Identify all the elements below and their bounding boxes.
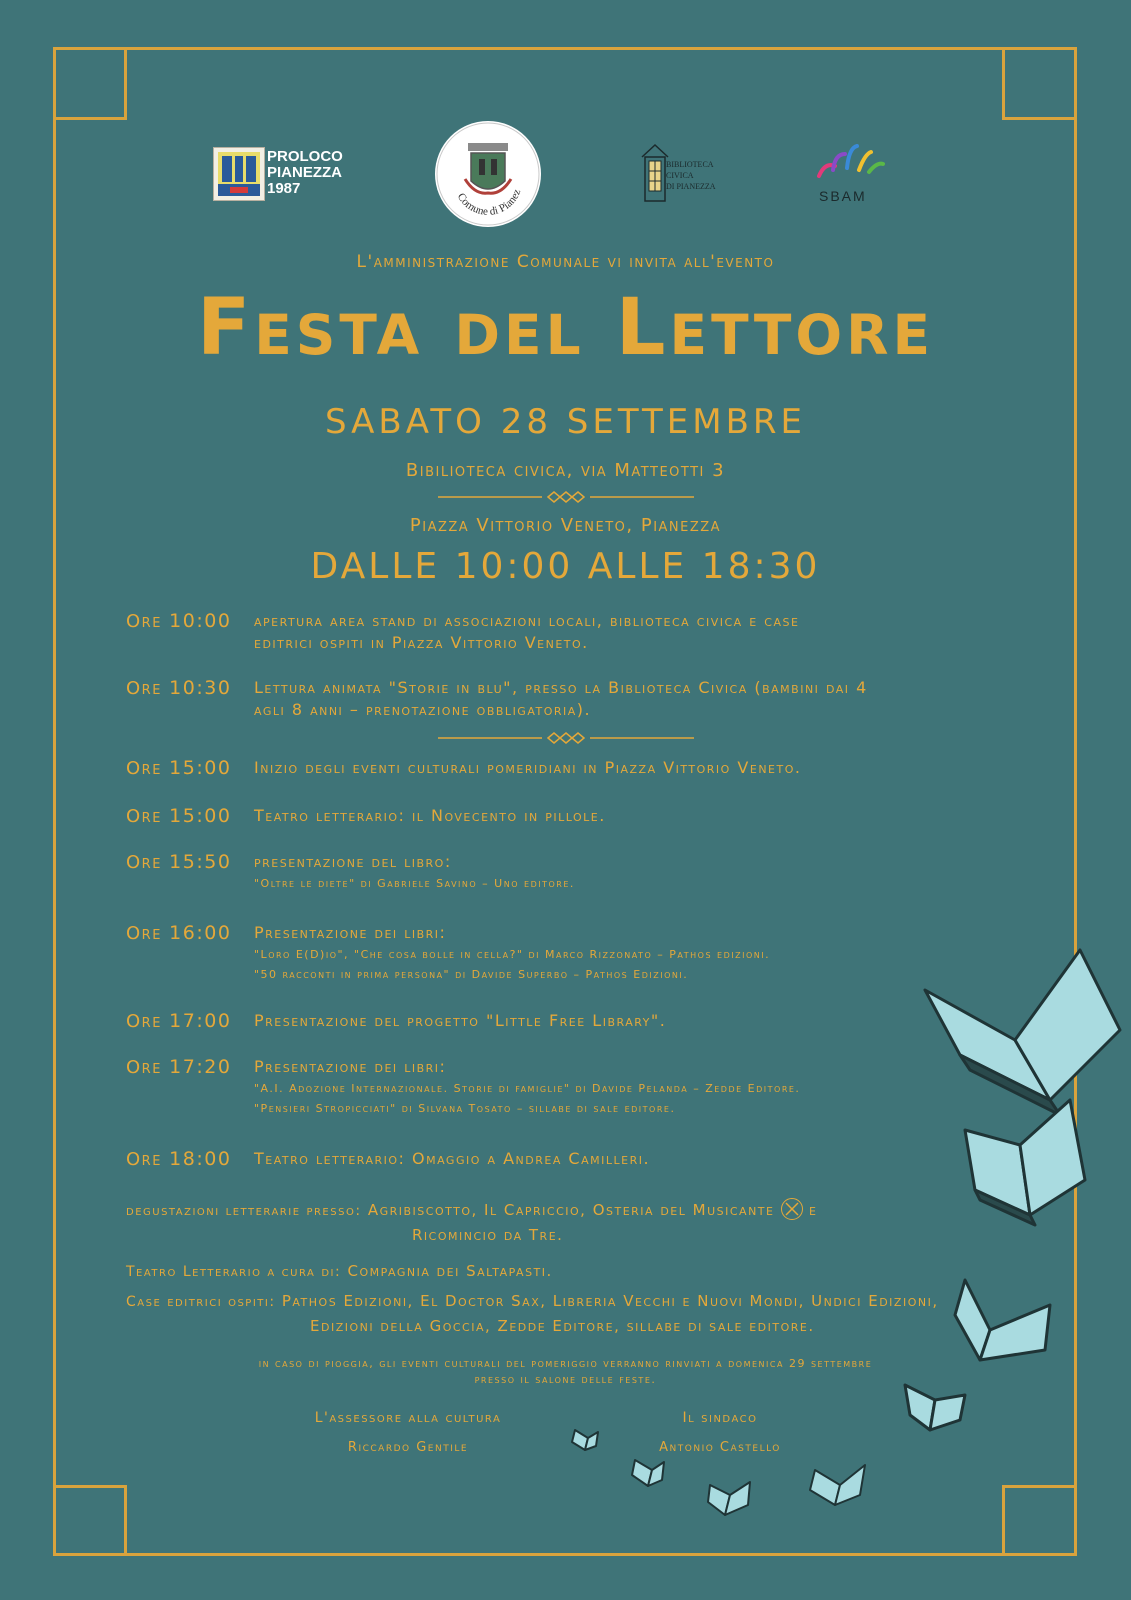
book-icon [572,1430,598,1450]
program-time: 15:50 [169,851,232,873]
teatro-label: Teatro Letterario a cura di: [126,1264,342,1280]
signature-name: Antonio Castello [659,1440,781,1455]
program-sub: "Loro E(D)io", "Che cosa bolle in cella?" di Marco Rizzonato – Pathos edizioni. [254,948,771,961]
divider-ornament [438,488,694,507]
book-icon [925,950,1120,1115]
proloco-badge-icon [213,147,265,201]
venue-square: Piazza Vittorio Veneto, Pianezza [409,515,722,536]
book-icon [955,1280,1050,1360]
program-item [126,805,986,827]
comune-seal-logo [435,121,541,227]
program-desc: Presentazione dei libri: [254,923,447,942]
program-time: 10:30 [169,677,232,699]
program-ore: Ore [126,678,162,699]
rain-notice-line-2: presso il salone delle feste. [474,1373,657,1386]
program-sub: "A.I. Adozione Internazionale. Storie di famiglie" di Davide Pelanda – Zedde Editore. [254,1082,801,1095]
biblioteca-line-3: DI PIANEZZA [666,182,716,191]
program-time: 17:20 [169,1056,232,1078]
event-hours: DALLE 10:00 ALLE 18:30 [310,546,821,587]
comune-seal-text: Comune di Pianez [454,187,524,218]
case-editrici-list-1: Pathos Edizioni, El Doctor Sax, Libreria Vecchi e Nuovi Mondi, Undici Edizioni, [281,1292,939,1310]
book-icon [708,1482,750,1515]
program-ore: Ore [126,1149,162,1170]
event-date: SABATO 28 SETTEMBRE [324,402,807,442]
program-desc: editrici ospiti in Piazza Vittorio Veneto. [254,633,589,652]
degustazioni-venues: Agribiscotto, Il Capriccio, Osteria del Musicante [367,1201,775,1219]
proloco-logo [213,147,343,199]
divider-ornament [438,729,694,748]
program-desc: Presentazione dei libri: [254,1057,447,1076]
book-icon [632,1460,664,1486]
biblioteca-line-2: CIVICA [666,171,694,180]
program-ore: Ore [126,611,162,632]
signature-role: L'assessore alla cultura [314,1410,502,1426]
invite-line: L'amministrazione Comunale vi invita all'evento [356,252,775,272]
sbam-logo [815,140,895,210]
program-ore: Ore [126,923,162,944]
program-ore: Ore [126,1057,162,1078]
flying-books-illustration [560,930,1131,1580]
teatro-company: Compagnia dei Saltapasti. [347,1262,553,1280]
program-desc: Teatro letterario: Omaggio a Andrea Camilleri. [254,1149,651,1168]
program-desc: presentazione del libro: [254,852,452,871]
program-ore: Ore [126,758,162,779]
program-ore: Ore [126,1011,162,1032]
proloco-line-3: 1987 [267,180,301,197]
program-item [126,851,986,895]
program-ore: Ore [126,852,162,873]
book-icon [905,1385,965,1430]
venue-library: Bibilioteca civica, via Matteotti 3 [405,460,726,481]
case-editrici-list-2: Edizioni della Goccia, Zedde Editore, sillabe di sale editore. [310,1317,815,1335]
sbam-text: SBAM [819,188,867,204]
case-editrici-label: Case editrici ospiti: [126,1294,276,1310]
program-time: 17:00 [169,1010,232,1032]
book-icon [965,1100,1085,1225]
program-desc: Lettura animata "Storie in blu", presso la Biblioteca Civica (bambini dai 4 [254,678,868,697]
proloco-line-1: PROLOCO [267,148,343,165]
degustazioni-label: degustazioni letterarie presso: [126,1203,362,1219]
event-title: Festa del Lettore [196,283,935,373]
program-sub: "Oltre le diete" di Gabriele Savino – Uno editore. [254,877,575,890]
program-sub: "Pensieri Stropicciati" di Silvana Tosato – sillabe di sale editore. [254,1102,676,1115]
program-ore: Ore [126,806,162,827]
program-time: 16:00 [169,922,232,944]
proloco-line-2: PIANEZZA [267,164,342,181]
signature-assessore [258,1410,558,1455]
book-icon [810,1465,865,1505]
program-desc: apertura area stand di associazioni locali, biblioteca civica e case [254,611,800,630]
program-item [126,610,986,654]
degustazioni-venue-2: Ricomincio da Tre. [412,1226,564,1244]
sbam-arcs-icon [815,140,895,186]
rain-notice-line-1: in caso di pioggia, gli eventi culturali del pomeriggio verranno rinviati a domenica 29 settembre [258,1357,873,1370]
biblioteca-line-1: BIBLIOTECA [666,160,714,169]
program-sub: "50 racconti in prima persona" di Davide Superbo – Pathos Edizioni. [254,968,689,981]
program-desc: Teatro letterario: il Novecento in pillole. [254,806,606,825]
program-desc: Presentazione del progetto "Little Free Library". [254,1011,667,1030]
signature-role: Il sindaco [682,1410,758,1426]
program-desc: agli 8 anni – prenotazione obbligatoria). [254,700,592,719]
degustazioni-and: e [809,1201,818,1219]
signature-name: Riccardo Gentile [347,1440,469,1455]
program-time: 18:00 [169,1148,232,1170]
program-desc: Inizio degli eventi culturali pomeridiani in Piazza Vittorio Veneto. [254,758,802,777]
biblioteca-logo [640,143,730,205]
program-item [126,677,986,721]
program-time: 15:00 [169,805,232,827]
program-time: 10:00 [169,610,232,632]
program-item [126,757,986,779]
program-time: 15:00 [169,757,232,779]
